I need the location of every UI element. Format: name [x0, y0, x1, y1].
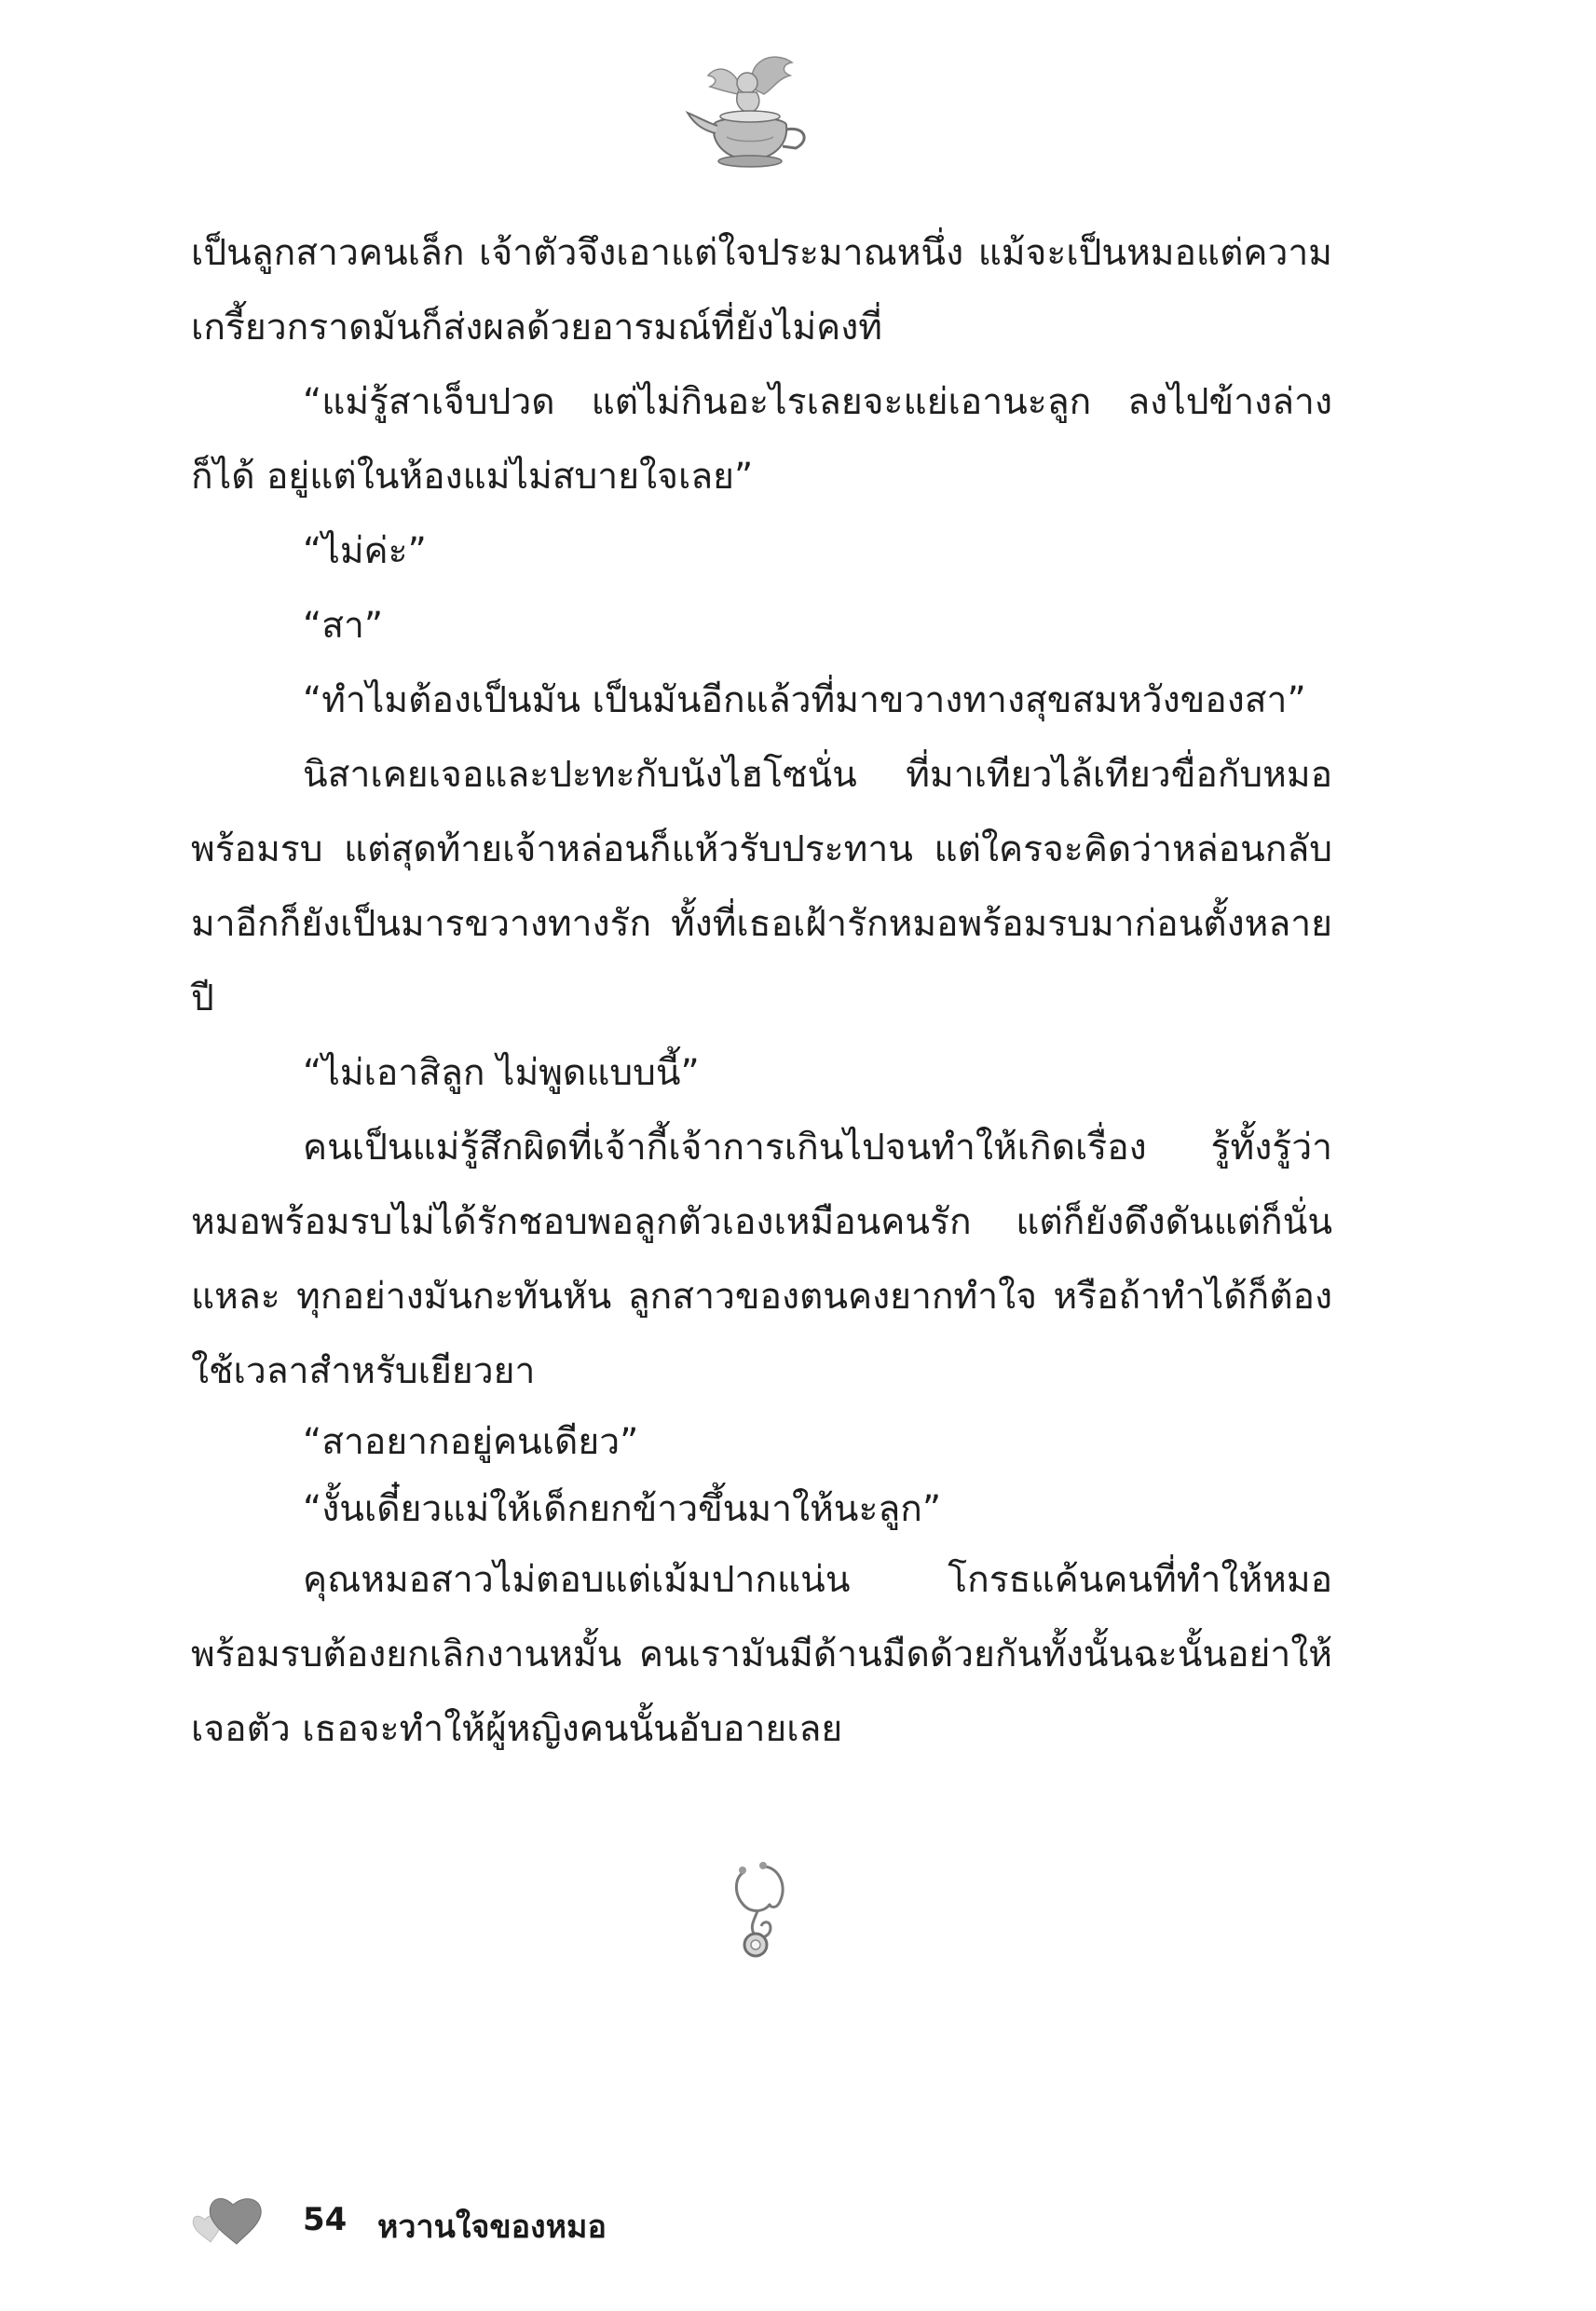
paragraph: คนเป็นแม่รู้สึกผิดที่เจ้ากี้เจ้าการเกินไปจนทำให้เกิดเรื่อง รู้ทั้งรู้ว่าหมอพร้อมรบไม่ได้รักชอบพอลูกตัวเองเหมือนคนรัก แต่ก็ยังดึงดันแต่ก็นั่นแหละ ทุกอย่างมันกะทันหัน ลูกสาวของตนคงยากทำใจ หรือถ้าทำได้ก็ต้องใช้เวลาสำหรับเยียวยา [191, 1127, 1332, 1392]
paragraph: “แม่รู้สาเจ็บปวด แต่ไม่กินอะไรเลยจะแย่เอานะลูก ลงไปข้างล่างก็ได้ อยู่แต่ในห้องแม่ไม่สบายใจเลย” [191, 381, 1332, 498]
hearts-icon [186, 2188, 268, 2248]
paragraph: “งั้นเดี๋ยวแม่ให้เด็กยกข้าวขึ้นมาให้นะลูก” [303, 1488, 942, 1530]
page-number: 54 [303, 2201, 348, 2238]
paragraph: คุณหมอสาวไม่ตอบแต่เม้มปากแน่น โกรธแค้นคนที่ทำให้หมอพร้อมรบต้องยกเลิกงานหมั้น คนเรามันมีด้านมืดด้วยกันทั้งนั้นฉะนั้นอย่าให้เจอตัว เธอจะทำให้ผู้หญิงคนนั้นอับอายเลย [191, 1559, 1332, 1750]
paragraph: เป็นลูกสาวคนเล็ก เจ้าตัวจึงเอาแต่ใจประมาณหนึ่ง แม้จะเป็นหมอแต่ความเกรี้ยวกราดมันก็ส่งผลด้วยอารมณ์ที่ยังไม่คงที่ [191, 232, 1332, 349]
body-text [191, 216, 1332, 1767]
paragraph: นิสาเคยเจอและปะทะกับนังไฮโซนั่น ที่มาเทียวไล้เทียวขื่อกับหมอพร้อมรบ แต่สุดท้ายเจ้าหล่อนก็แห้วรับประทาน แต่ใครจะคิดว่าหล่อนกลับมาอีกก็ยังเป็นมารขวางทางรัก ทั้งที่เธอเฝ้ารักหมอพร้อมรบมาก่อนตั้งหลายปี [191, 754, 1332, 1019]
paragraph: “สา” [303, 605, 384, 647]
paragraph: “ไม่ค่ะ” [303, 530, 427, 572]
paragraph: “สาอยากอยู่คนเดียว” [303, 1421, 639, 1463]
stethoscope-ornament [722, 1859, 797, 1962]
paragraph: “ไม่เอาสิลูก ไม่พูดแบบนี้” [303, 1052, 700, 1094]
cupid-teapot-ornament [680, 51, 820, 177]
paragraph: “ทำไมต้องเป็นมัน เป็นมันอีกแล้วที่มาขวางทางสุขสมหวังของสา” [303, 679, 1306, 721]
page-footer [186, 2188, 839, 2253]
book-title: หวานใจของหมอ [377, 2208, 607, 2246]
